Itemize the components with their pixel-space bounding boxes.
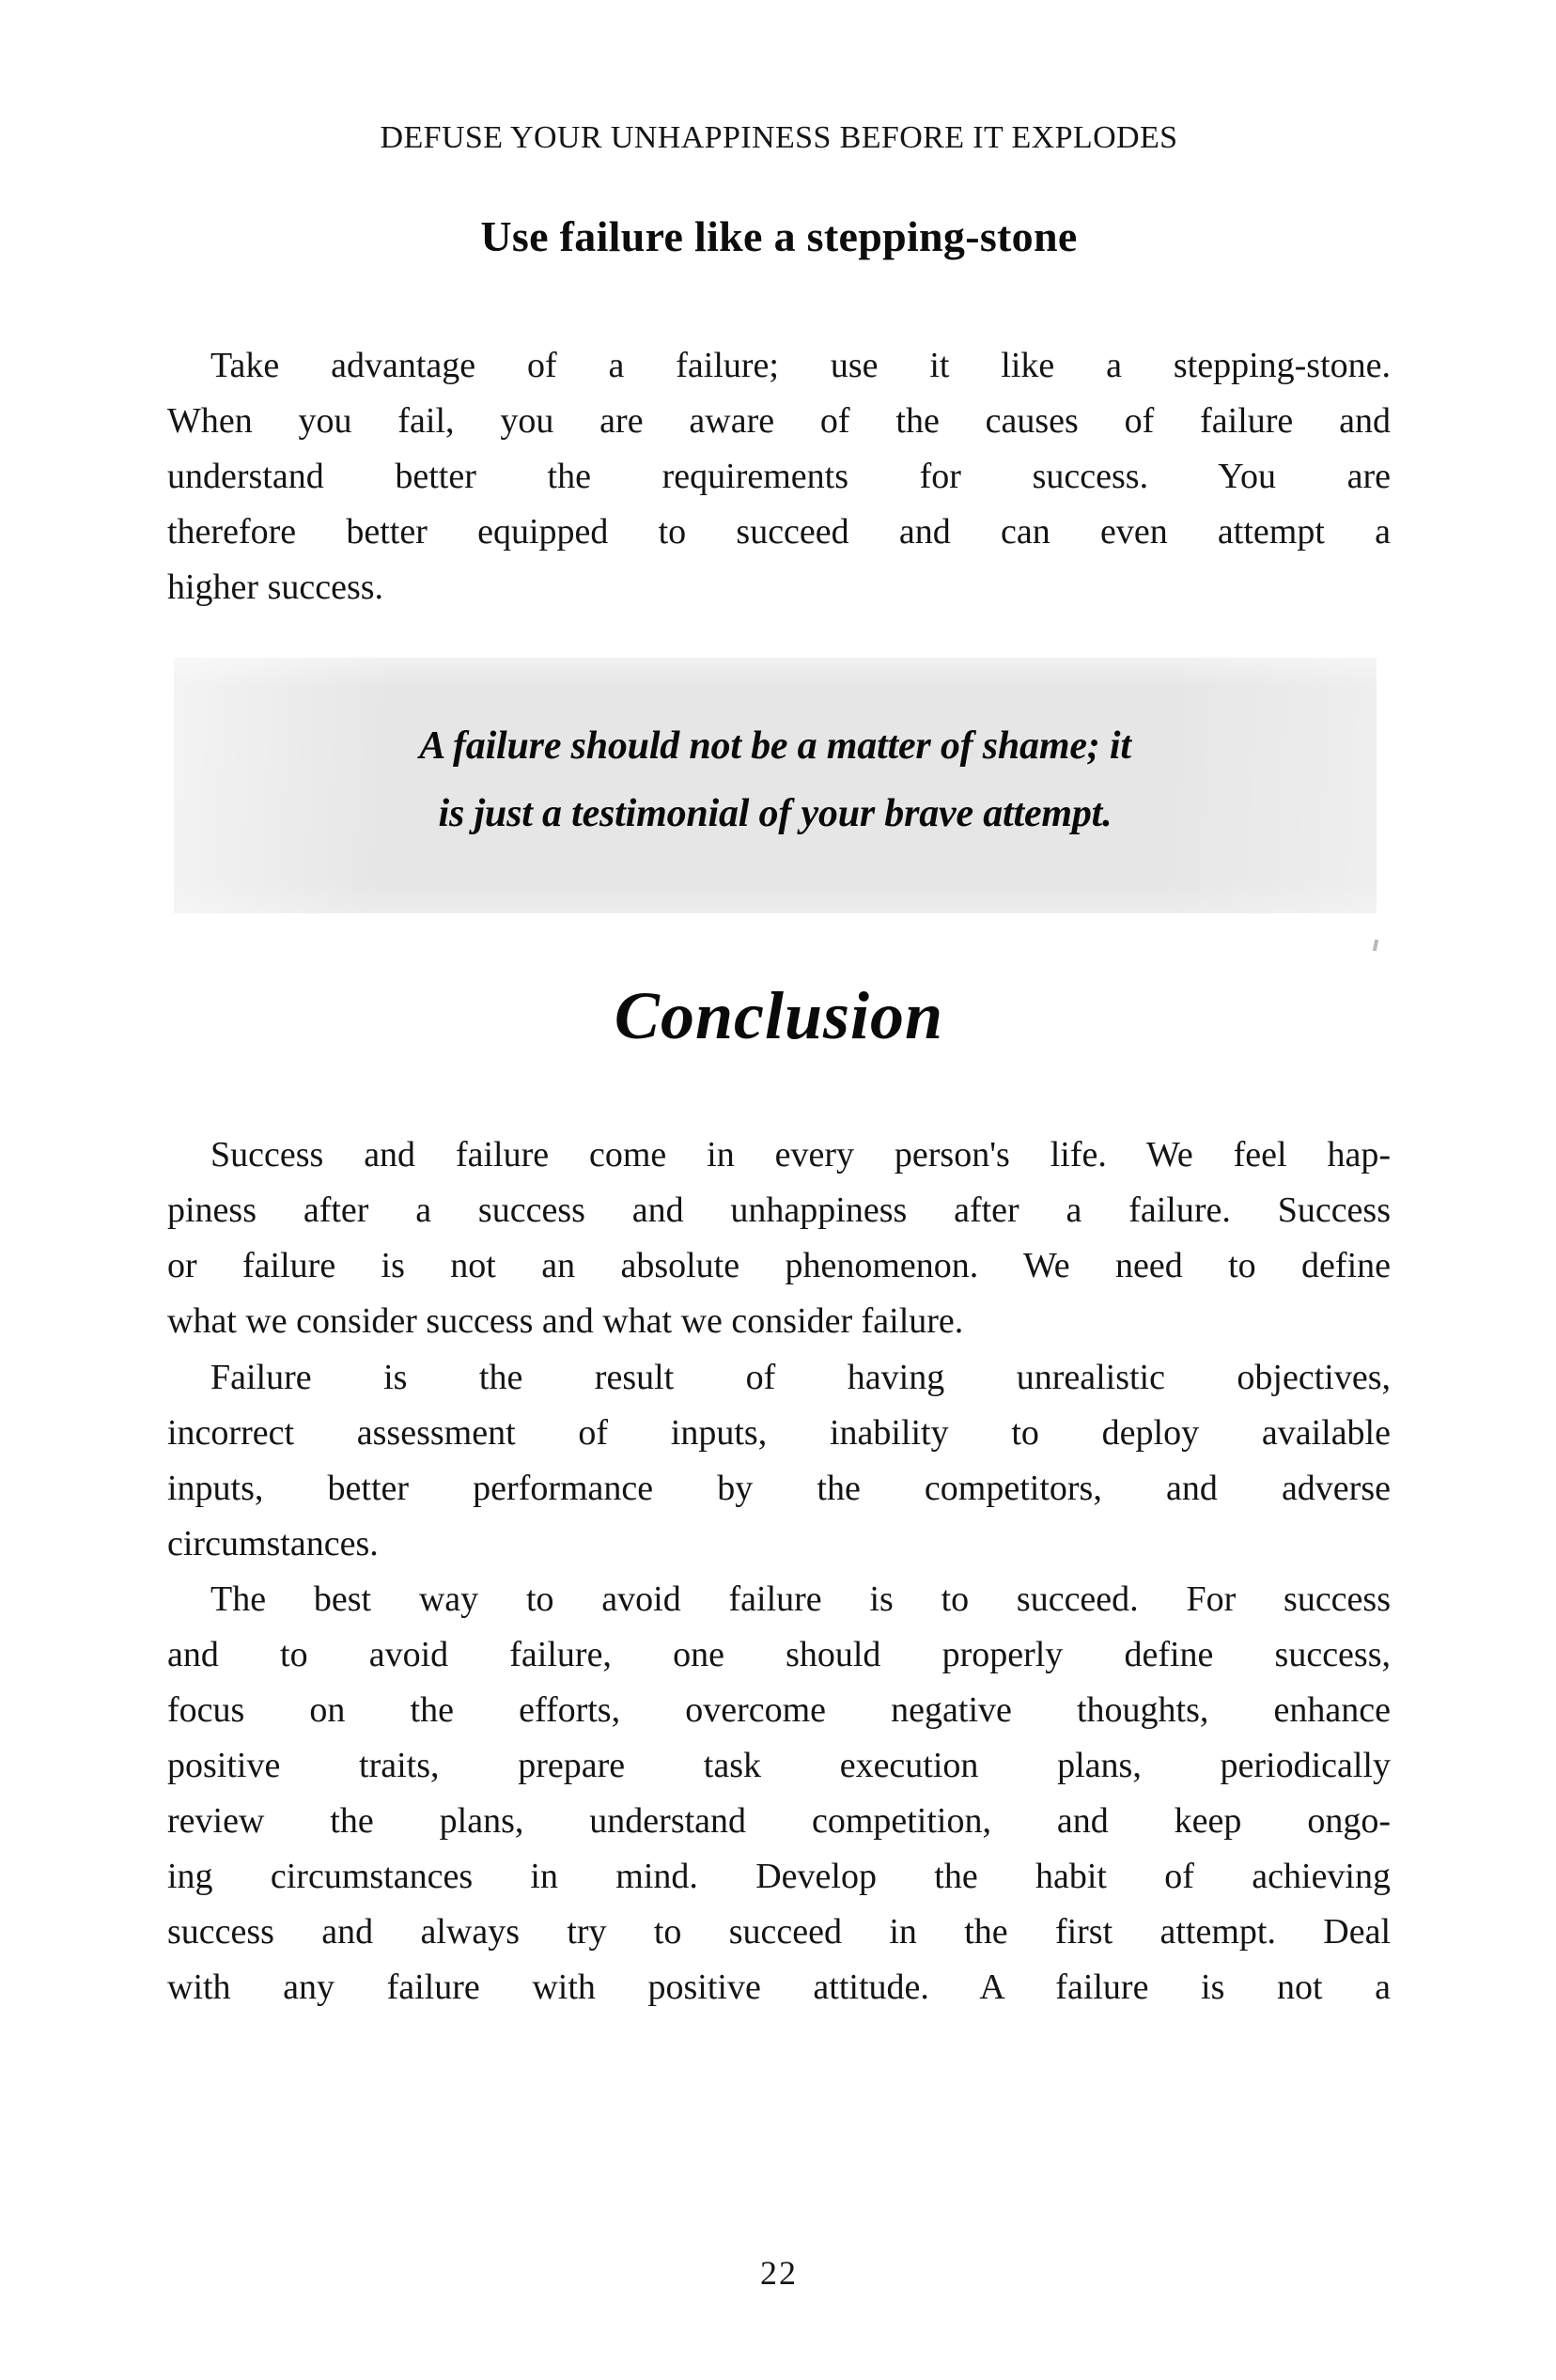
conclusion-heading: Conclusion [614, 978, 944, 1053]
text-line: what we consider success and what we consider failure. [167, 1301, 964, 1341]
text-line [167, 1350, 1391, 1406]
line-text: Take advantage of a failure; use it like a stepping-stone. [210, 346, 1391, 385]
quote-line: A failure should not be a matter of shame; it [419, 724, 1131, 768]
quote-line: is just a testimonial of your brave attempt. [438, 792, 1113, 835]
paragraph-conclusion-2 [167, 1350, 1391, 1572]
text-line: with any failure with positive attitude. A failure is not a [167, 1968, 1391, 2007]
page-number: 22 [760, 2254, 798, 2292]
section-heading: Use failure like a stepping-stone [480, 212, 1078, 260]
text-line: and to avoid failure, one should properly define success, [167, 1635, 1391, 1674]
text-line: review the plans, understand competition, and keep ongo- [167, 1801, 1391, 1841]
line-text: Success and failure come in every person's life. We feel hap- [210, 1135, 1391, 1174]
text-line: or failure is not an absolute phenomenon. We need to define [167, 1246, 1391, 1285]
pull-quote-panel [174, 658, 1377, 913]
text-line: circumstances. [167, 1524, 379, 1563]
text-line [167, 1572, 1391, 1627]
text-line [167, 1128, 1391, 1183]
paragraph-intro [167, 338, 1391, 615]
text-line: focus on the efforts, overcome negative thoughts, enhance [167, 1690, 1391, 1730]
text-line: higher success. [167, 568, 384, 607]
text-line: understand better the requirements for success. You are [167, 457, 1391, 496]
running-header [167, 120, 1391, 156]
line-text: The best way to avoid failure is to succeed. For success [210, 1579, 1391, 1619]
text-line: success and always try to succeed in the first attempt. Deal [167, 1912, 1391, 1952]
paragraph-conclusion-3 [167, 1572, 1391, 2015]
text-line: incorrect assessment of inputs, inability to deploy available [167, 1413, 1391, 1453]
paragraph-conclusion-1 [167, 1128, 1391, 1349]
pull-quote-text [174, 712, 1377, 848]
scan-speck [1373, 940, 1378, 952]
line-text: Failure is the result of having unrealistic objectives, [210, 1358, 1391, 1397]
text-line [167, 338, 1391, 394]
text-line: inputs, better performance by the competitors, and adverse [167, 1469, 1391, 1508]
text-line: ing circumstances in mind. Develop the habit of achieving [167, 1857, 1391, 1896]
running-header-text: DEFUSE YOUR UNHAPPINESS BEFORE IT EXPLODES [380, 120, 1178, 155]
text-line: piness after a success and unhappiness after a failure. Success [167, 1190, 1391, 1230]
text-line: positive traits, prepare task execution plans, periodically [167, 1746, 1391, 1785]
text-line: When you fail, you are aware of the causes of failure and [167, 401, 1391, 441]
text-line: therefore better equipped to succeed and can even attempt a [167, 512, 1391, 552]
